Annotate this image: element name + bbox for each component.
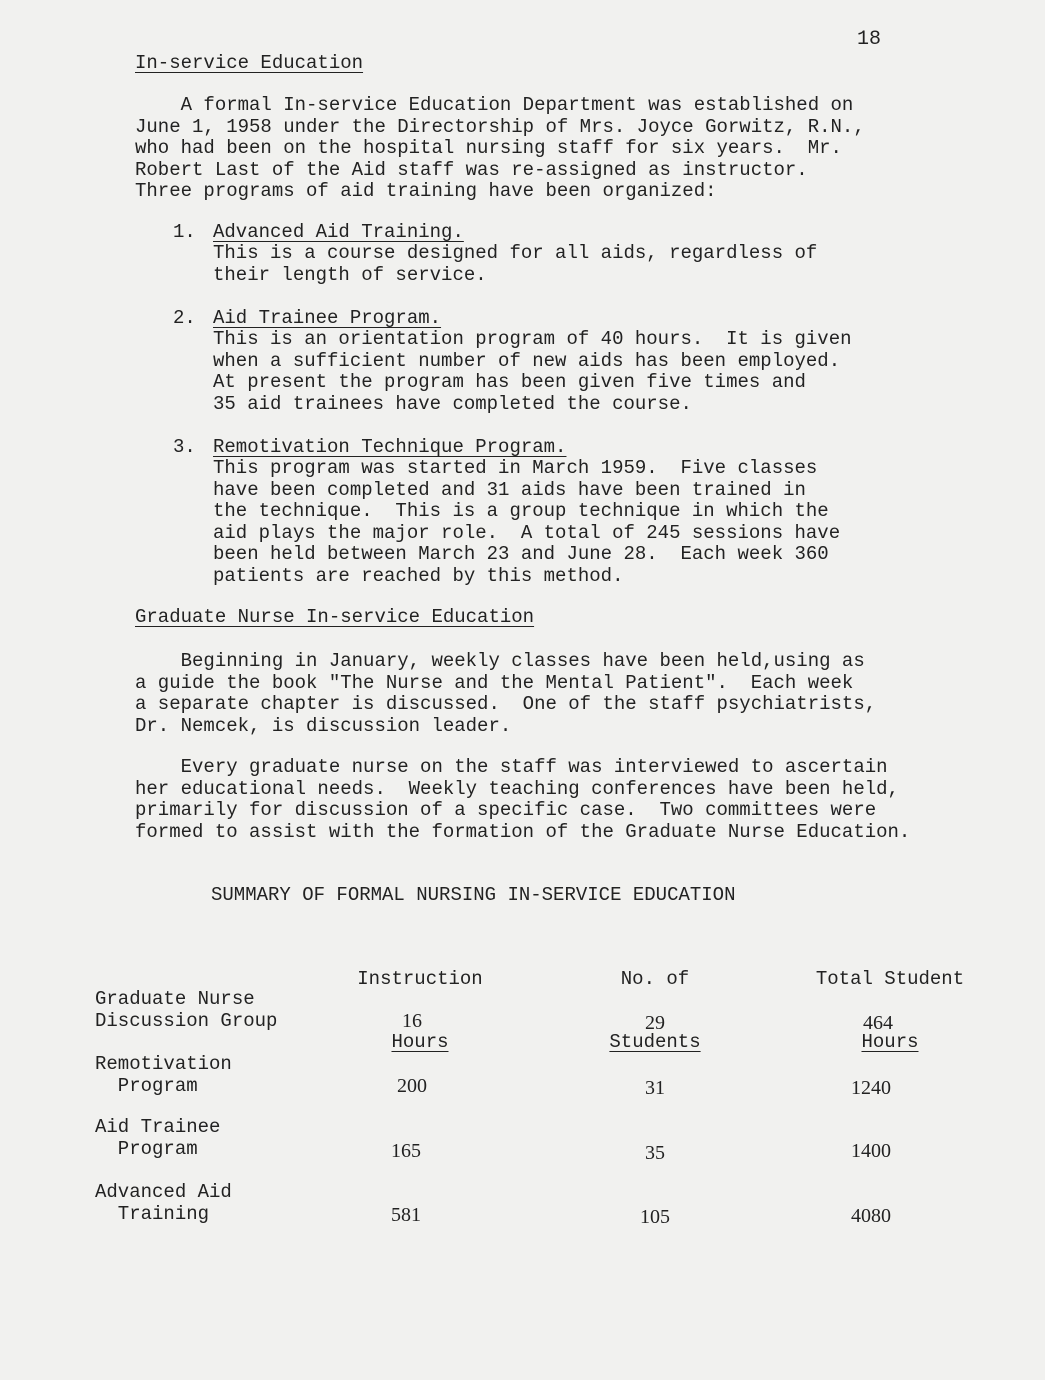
table-cell-students: 31 xyxy=(645,1077,665,1099)
table-cell-instruction-hours: 165 xyxy=(391,1140,421,1162)
column-header-students xyxy=(585,927,725,1074)
table-cell-total-hours: 1240 xyxy=(851,1077,891,1099)
program-description: This is a course designed for all aids, regardless of their length of service. xyxy=(213,242,818,286)
table-cell-instruction-hours: 16 xyxy=(402,1010,422,1032)
summary-table-title: SUMMARY OF FORMAL NURSING IN-SERVICE EDUCATION xyxy=(211,884,736,906)
table-cell-students: 35 xyxy=(645,1142,665,1164)
column-header-line2: Students xyxy=(609,1031,701,1053)
column-header-line1: Instruction xyxy=(357,968,483,990)
table-row-label: Advanced Aid Training xyxy=(95,1181,232,1225)
table-cell-total-hours: 464 xyxy=(863,1012,893,1034)
table-cell-instruction-hours: 581 xyxy=(391,1204,421,1226)
section-heading-in-service-education: In-service Education xyxy=(135,52,364,74)
graduate-nurse-paragraph-1: Beginning in January, weekly classes have been held,using as a guide the book "The Nurse and the Mental Patient". Each week a separate chapter is discussed. One of the staff psychiatrists, Dr. Nemcek, is discussion leader. xyxy=(135,650,877,737)
table-row-label: Graduate Nurse Discussion Group xyxy=(95,988,278,1032)
program-number: 2. xyxy=(173,307,196,329)
column-header-instruction-hours xyxy=(340,927,500,1074)
program-number: 1. xyxy=(173,221,196,243)
program-title: Remotivation Technique Program. xyxy=(213,436,567,458)
page-number: 18 xyxy=(857,28,882,51)
column-header-line1: No. of xyxy=(620,968,690,990)
section-heading-graduate-nurse: Graduate Nurse In-service Education xyxy=(135,606,535,628)
program-title: Advanced Aid Training. xyxy=(213,221,464,243)
graduate-nurse-paragraph-2: Every graduate nurse on the staff was interviewed to ascertain her educational needs. Weekly teaching conferences have been held, primarily for discussion of a specific case. Two committees were formed to assist with the formation of the Graduate Nurse Education. xyxy=(135,756,911,843)
column-header-total-student-hours xyxy=(800,927,980,1074)
table-cell-total-hours: 4080 xyxy=(851,1205,891,1227)
intro-paragraph: A formal In-service Education Department was established on June 1, 1958 under the Directorship of Mrs. Joyce Gorwitz, R.N., who had been on the hospital nursing staff for six years. Mr. Robert Last of the Aid staff was re-assigned as instructor. Three programs of aid training have been organized: xyxy=(135,94,865,202)
program-description: This is an orientation program of 40 hours. It is given when a sufficient number of new aids has been employed. At present the program has been given five times and 35 aid trainees have completed the course. xyxy=(213,328,852,415)
program-number: 3. xyxy=(173,436,196,458)
column-header-line2: Hours xyxy=(391,1031,449,1053)
table-row-label: Remotivation Program xyxy=(95,1053,232,1097)
program-description: This program was started in March 1959. Five classes have been completed and 31 aids have been trained in the technique. This is a group technique in which the aid plays the major role. A total of 245 sessions have been held between March 23 and June 28. Each week 360 patients are reached by this method. xyxy=(213,457,841,587)
table-cell-total-hours: 1400 xyxy=(851,1140,891,1162)
table-cell-students: 29 xyxy=(645,1012,665,1034)
table-cell-students: 105 xyxy=(640,1206,670,1228)
column-header-line2: Hours xyxy=(861,1031,919,1053)
column-header-line1: Total Student xyxy=(815,968,965,990)
table-cell-instruction-hours: 200 xyxy=(397,1075,427,1097)
table-row-label: Aid Trainee Program xyxy=(95,1116,221,1160)
program-title: Aid Trainee Program. xyxy=(213,307,442,329)
